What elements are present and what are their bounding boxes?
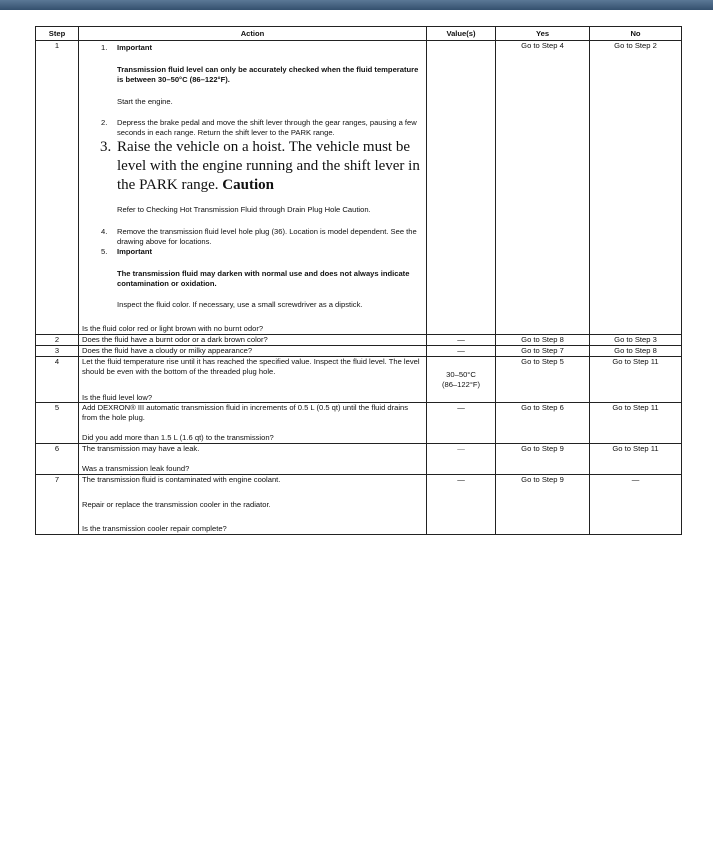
instruction-text-body: Raise the vehicle on a hoist. The vehicle must be level with the engine running and the shift lever in the PARK range. (117, 139, 420, 194)
instruction-text (117, 138, 423, 195)
instruction-text: Remove the transmission fluid level hole plug (36). Location is model dependent. See the drawing above for locations. (117, 227, 417, 247)
table-row (36, 335, 682, 346)
list-item (82, 118, 423, 138)
yes-result: Go to Step 6 (496, 403, 590, 444)
table-header-row (36, 27, 682, 41)
instruction-text: Let the fluid temperature rise until it has reached the specified value. Inspect the fluid level. The level should be even with the bottom of the threaded plug hole. (82, 356, 420, 376)
header-action: Action (79, 27, 427, 41)
step-question: Does the fluid have a cloudy or milky appearance? (79, 346, 427, 357)
action-list (82, 43, 423, 310)
value-dash: — (427, 444, 496, 475)
step-question: Is the transmission cooler repair complete? (82, 524, 227, 534)
no-result: Go to Step 3 (590, 335, 682, 346)
value-dash: — (427, 346, 496, 357)
action-cell (79, 403, 427, 444)
header-yes: Yes (496, 27, 590, 41)
no-result: Go to Step 11 (590, 444, 682, 475)
diagnostic-procedure-table (35, 26, 682, 535)
instruction-text: The transmission fluid is contaminated with engine coolant. (82, 474, 281, 484)
step-number: 5 (36, 403, 79, 444)
yes-result: Go to Step 9 (496, 444, 590, 475)
yes-result: Go to Step 4 (496, 41, 590, 335)
caution-label: Caution (222, 177, 274, 194)
window-title-bar (0, 0, 713, 10)
value-cell (427, 356, 496, 403)
step-number: 4 (36, 356, 79, 403)
list-item (82, 43, 423, 106)
instruction-text: Inspect the fluid color. If necessary, use a small screwdriver as a dipstick. (117, 300, 363, 310)
step-question: Did you add more than 1.5 L (1.6 qt) to the transmission? (82, 433, 274, 443)
step-number: 7 (36, 474, 79, 535)
table-row (36, 474, 682, 535)
step-question: Was a transmission leak found? (82, 463, 190, 473)
instruction-text: Add DEXRON® III automatic transmission fluid in increments of 0.5 L (0.5 qt) until the fluid drains from the hole plug. (82, 403, 409, 423)
yes-result: Go to Step 7 (496, 346, 590, 357)
important-text: The transmission fluid may darken with normal use and does not always indicate contamination or oxidation. (117, 268, 410, 288)
action-cell (79, 474, 427, 535)
instruction-text: The transmission may have a leak. (82, 444, 200, 454)
header-no: No (590, 27, 682, 41)
item-number: 2. (101, 118, 108, 128)
list-item (82, 205, 423, 215)
table-row (36, 444, 682, 475)
step-number: 3 (36, 346, 79, 357)
no-result-dash: — (590, 474, 682, 535)
table-row (36, 356, 682, 403)
value-dash: — (427, 335, 496, 346)
important-heading: Important (117, 246, 153, 256)
value-cell (427, 41, 496, 335)
important-text: Transmission fluid level can only be accurately checked when the fluid temperature is between 30–50°C (86–122°F). (117, 64, 419, 84)
step-question: Is the fluid color red or light brown with no burnt odor? (82, 324, 264, 334)
yes-result: Go to Step 5 (496, 356, 590, 403)
action-cell (79, 444, 427, 475)
list-item (82, 247, 423, 310)
no-result: Go to Step 8 (590, 346, 682, 357)
list-item (82, 227, 423, 247)
step-number: 6 (36, 444, 79, 475)
value-dash: — (427, 474, 496, 535)
list-item (82, 138, 423, 195)
yes-result: Go to Step 9 (496, 474, 590, 535)
action-cell (79, 41, 427, 335)
no-result: Go to Step 2 (590, 41, 682, 335)
item-number: 3. (100, 139, 112, 156)
item-number: 4. (101, 227, 108, 237)
header-step: Step (36, 27, 79, 41)
table-row (36, 41, 682, 335)
step-number: 2 (36, 335, 79, 346)
step-question: Is the fluid level low? (82, 392, 153, 402)
table-row (36, 403, 682, 444)
item-number: 5. (101, 246, 108, 256)
step-number: 1 (36, 41, 79, 335)
action-cell (79, 356, 427, 403)
table-row (36, 346, 682, 357)
instruction-text: Start the engine. (117, 96, 173, 106)
instruction-text: Repair or replace the transmission cooler in the radiator. (82, 499, 271, 509)
value-dash: — (427, 403, 496, 444)
caution-note: Refer to Checking Hot Transmission Fluid through Drain Plug Hole Caution. (117, 205, 371, 215)
header-values: Value(s) (427, 27, 496, 41)
yes-result: Go to Step 8 (496, 335, 590, 346)
no-result: Go to Step 11 (590, 403, 682, 444)
no-result: Go to Step 11 (590, 356, 682, 403)
step-question: Does the fluid have a burnt odor or a dark brown color? (79, 335, 427, 346)
instruction-text: Depress the brake pedal and move the shift lever through the gear ranges, pausing a few seconds in each range. Return the shift lever to the PARK range. (117, 118, 417, 138)
item-number: 1. (101, 43, 108, 52)
important-heading: Important (117, 43, 153, 52)
temperature-value: 30–50°C (86–122°F) (441, 369, 481, 389)
